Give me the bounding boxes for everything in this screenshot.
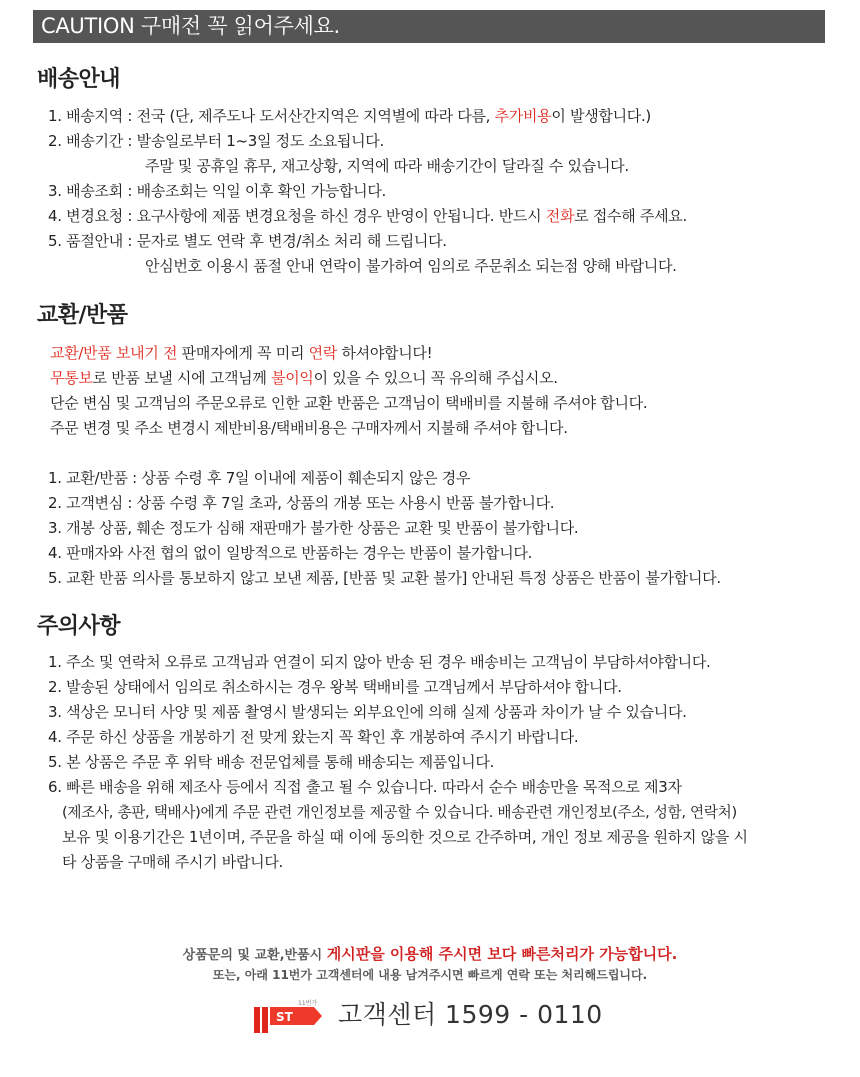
caution-item-6-cont-1: (제조사, 총판, 택배사)에게 주문 관련 개인정보를 제공할 수 있습니다. 배송관련 개인정보(주소, 성함, 연락처) (62, 804, 737, 821)
exchange-item-1: 1. 교환/반품 : 상품 수령 후 7일 이내에 제품이 훼손되지 않은 경우 (48, 469, 471, 487)
exchange-notice-1: 교환/반품 보내기 전 판매자에게 꼭 미리 연락 하셔야합니다! (50, 344, 433, 362)
caution-item-5: 5. 본 상품은 주문 후 위탁 배송 전문업체를 통해 배송되는 제품입니다. (48, 753, 494, 771)
shipping-item-5-cont: 안심번호 이용시 품절 안내 연락이 불가하여 임의로 주문취소 되는점 양해 바랍니다. (145, 257, 677, 275)
customer-center-phone: 고객센터 1599 - 0110 (338, 1000, 603, 1029)
logo-st-text: ST (276, 1010, 293, 1024)
shipping-item-3: 3. 배송조회 : 배송조회는 익일 이후 확인 가능합니다. (48, 182, 387, 200)
11st-logo-icon (254, 997, 326, 1035)
exchange-item-5: 5. 교환 반품 의사를 통보하지 않고 보낸 제품, [반품 및 교환 불가] 안내된 특정 상품은 반품이 불가합니다. (48, 569, 721, 587)
shipping-item-1: 1. 배송지역 : 전국 (단, 제주도나 도서산간지역은 지역별에 따라 다름, 추가비용이 발생합니다.) (48, 107, 651, 125)
caution-item-3: 3. 색상은 모니터 사양 및 제품 촬영시 발생되는 외부요인에 의해 실제 상품과 차이가 날 수 있습니다. (48, 703, 687, 721)
shipping-item-2-cont: 주말 및 공휴일 휴무, 재고상황, 지역에 따라 배송기간이 달라질 수 있습니다. (145, 157, 629, 175)
logo-small-text: 11번가 (298, 1000, 318, 1007)
exchange-notice-4: 주문 변경 및 주소 변경시 제반비용/택배비용은 구매자께서 지불해 주셔야 합니다. (50, 419, 568, 437)
exchange-notice-3: 단순 변심 및 고객님의 주문오류로 인한 교환 반품은 고객님이 택배비를 지불해 주셔야 합니다. (50, 394, 648, 412)
shipping-title: 배송안내 (37, 67, 121, 92)
exchange-item-3: 3. 개봉 상품, 훼손 정도가 심해 재판매가 불가한 상품은 교환 및 반품이 불가합니다. (48, 519, 579, 537)
caution-item-1: 1. 주소 및 연락처 오류로 고객님과 연결이 되지 않아 반송 된 경우 배송비는 고객님이 부담하셔야합니다. (48, 653, 711, 671)
footer-notice-2: 또는, 아래 11번가 고객센터에 내용 남겨주시면 빠르게 연락 또는 처리해드립니다. (212, 968, 648, 982)
caution-item-4: 4. 주문 하신 상품을 개봉하기 전 맞게 왔는지 꼭 확인 후 개봉하여 주시기 바랍니다. (48, 728, 579, 746)
caution-item-6-cont-3: 타 상품을 구매해 주시기 바랍니다. (62, 853, 284, 871)
caution-banner: CAUTION 구매전 꼭 읽어주세요. (33, 10, 825, 43)
caution-item-6: 6. 빠른 배송을 위해 제조사 등에서 직접 출고 될 수 있습니다. 따라서 순수 배송만을 목적으로 제3자 (48, 778, 682, 796)
footer-notice-1: 상품문의 및 교환,반품시 게시판을 이용해 주시면 보다 빠른처리가 가능합니다. (182, 945, 678, 963)
caution-item-2: 2. 발송된 상태에서 임의로 취소하시는 경우 왕복 택배비를 고객님께서 부담하셔야 합니다. (48, 678, 622, 696)
exchange-title: 교환/반품 (37, 303, 128, 328)
shipping-item-4: 4. 변경요청 : 요구사항에 제품 변경요청을 하신 경우 반영이 안됩니다. 반드시 전화로 접수해 주세요. (48, 207, 687, 225)
shipping-item-5: 5. 품절안내 : 문자로 별도 연락 후 변경/취소 처리 해 드립니다. (48, 232, 447, 250)
shipping-item-2: 2. 배송기간 : 발송일로부터 1~3일 정도 소요됩니다. (48, 132, 384, 150)
exchange-item-4: 4. 판매자와 사전 협의 없이 일방적으로 반품하는 경우는 반품이 불가합니다. (48, 544, 533, 562)
caution-item-6-cont-2: 보유 및 이용기간은 1년이며, 주문을 하실 때 이에 동의한 것으로 간주하며, 개인 정보 제공을 원하지 않을 시 (62, 828, 748, 846)
caution-title: 주의사항 (37, 614, 121, 639)
exchange-notice-2: 무통보로 반품 보낼 시에 고객님께 불이익이 있을 수 있으니 꼭 유의해 주십시오. (50, 369, 558, 387)
exchange-item-2: 2. 고객변심 : 상품 수령 후 7일 초과, 상품의 개봉 또는 사용시 반품 불가합니다. (48, 494, 555, 512)
